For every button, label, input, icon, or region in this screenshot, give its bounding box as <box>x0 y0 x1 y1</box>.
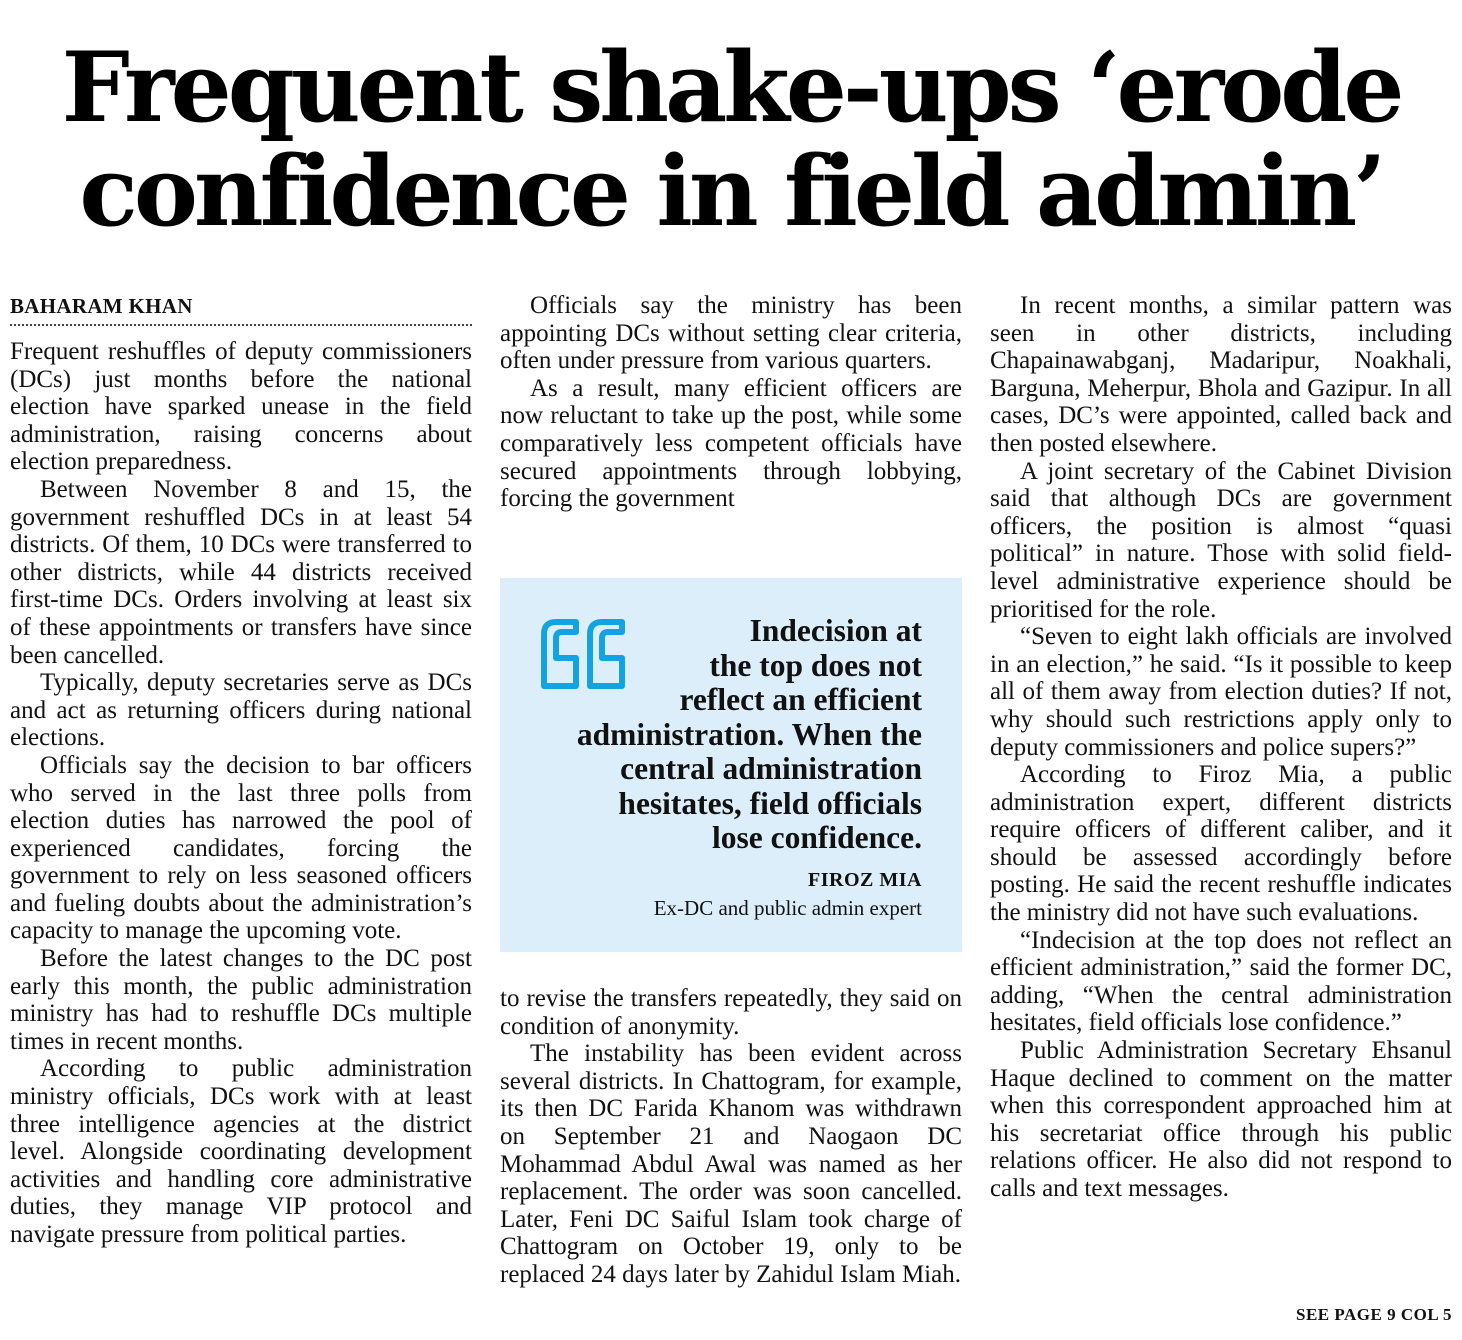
quote-line: reflect an efficient <box>679 682 922 717</box>
paragraph: In recent months, a similar pattern was seen in other districts, including Chapainawabganj, Madaripur, Noakhali, Barguna, Meherpur, Bhola and Gazipur. In all cases, DC’s were appointed, called back and then posted elsewhere. <box>990 292 1452 457</box>
quote-line: Indecision at <box>749 613 922 648</box>
paragraph: Frequent reshuffles of deputy commissioners (DCs) just months before the national election have sparked unease in the field administration, raising concerns about election preparedness. <box>10 338 472 476</box>
column-2-bottom <box>500 985 962 1289</box>
paragraph: The instability has been evident across several districts. In Chattogram, for example, its then DC Farida Khanom was withdrawn on September 21 and Naogaon DC Mohammad Abdul Awal was named as her replacement. The order was soon cancelled. Later, Feni DC Saiful Islam took charge of Chattogram on October 19, only to be replaced 24 days later by Zahidul Islam Miah. <box>500 1040 962 1288</box>
headline-line-2: confidence in field admin’ <box>79 135 1383 248</box>
quote-text <box>522 614 922 856</box>
paragraph: “Seven to eight lakh officials are involved in an election,” he said. “Is it possible to keep all of them away from election duties? If not, why should such restrictions apply only to deputy commissioners and police supers?” <box>990 623 1452 761</box>
paragraph: to revise the transfers repeatedly, they said on condition of anonymity. <box>500 985 962 1040</box>
paragraph: Between November 8 and 15, the government reshuffled DCs in at least 54 districts. Of them, 10 DCs were transferred to other districts, while 44 districts received first-time DCs. Orders involving at least six of these appointments or transfers have since been cancelled. <box>10 475 472 669</box>
paragraph: Typically, deputy secretaries serve as DCs and act as returning officers during national elections. <box>10 669 472 752</box>
column-3 <box>990 292 1452 1203</box>
pull-quote-box <box>500 578 962 952</box>
paragraph: A joint secretary of the Cabinet Division said that although DCs are government officers, the position is almost “quasi political” in nature. Those with solid field-level administrative experience should be prioritised for the role. <box>990 457 1452 623</box>
paragraph: Officials say the ministry has been appointing DCs without setting clear criteria, often under pressure from various quarters. <box>500 292 962 375</box>
quote-line: administration. When the <box>576 716 922 752</box>
headline <box>0 31 1462 248</box>
column-2-top <box>500 292 962 513</box>
quote-line: hesitates, field officials <box>618 785 922 821</box>
paragraph: According to Firoz Mia, a public administration expert, different districts require officers of different caliber, and it should be assessed accordingly before posting. He said the recent reshuffle indicates the ministry did not have such evaluations. <box>990 761 1452 927</box>
paragraph: Officials say the decision to bar officers who served in the last three polls from election duties has narrowed the pool of experienced candidates, forcing the government to rely on less seasoned officers and fueling doubts about the administration’s capacity to manage the upcoming vote. <box>10 751 472 945</box>
column-1 <box>10 292 472 1249</box>
continued-jump-line: SEE PAGE 9 COL 5 <box>1296 1305 1452 1324</box>
paragraph: “Indecision at the top does not reflect an efficient administration,” said the former DC, adding, “When the central administration hesitates, field officials lose confidence.” <box>990 926 1452 1037</box>
quote-line: lose confidence. <box>712 820 922 855</box>
byline: BAHARAM KHAN <box>10 292 472 326</box>
headline-line-1: Frequent shake-ups ‘erode <box>61 31 1401 144</box>
paragraph: Public Administration Secretary Ehsanul Haque declined to comment on the matter when this correspondent approached him at his secretariat office through his public relations officer. He also did not respond to calls and text messages. <box>990 1037 1452 1202</box>
quote-line: the top does not <box>709 647 922 683</box>
quote-attribution-role: Ex-DC and public admin expert <box>653 896 922 920</box>
paragraph: As a result, many efficient officers are now reluctant to take up the post, while some comparatively less competent officials have secured appointments through lobbying, forcing the government <box>500 374 962 513</box>
paragraph: According to public administration ministry officials, DCs work with at least three intelligence agencies at the district level. Alongside coordinating development activities and handling core administrative duties, they manage VIP protocol and navigate pressure from political parties. <box>10 1055 472 1248</box>
paragraph: Before the latest changes to the DC post early this month, the public administration ministry has had to reshuffle DCs multiple times in recent months. <box>10 945 472 1055</box>
quote-attribution-name: FIROZ MIA <box>808 869 922 891</box>
quote-line: central administration <box>620 751 922 786</box>
